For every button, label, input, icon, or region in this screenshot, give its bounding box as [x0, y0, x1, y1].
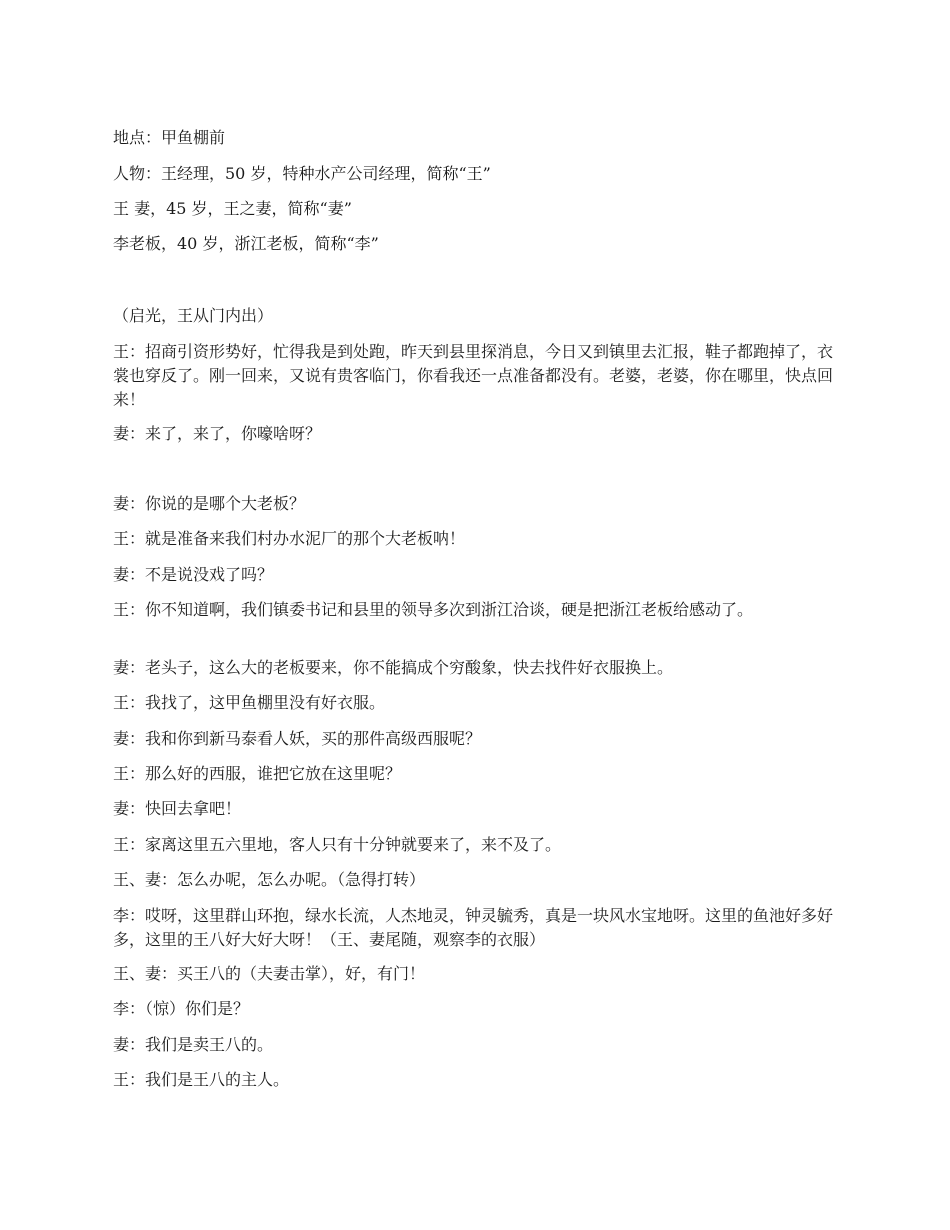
- stage-direction: （启光，王从门内出）: [113, 306, 274, 325]
- character-line: 王 妻，45 岁，王之妻，简称“妻”: [113, 199, 352, 218]
- dialogue-line: 王、妻：买王八的（夫妻击掌），好，有门！: [113, 964, 426, 983]
- dialogue-line: 妻：来了，来了，你嚎啥呀？: [113, 424, 322, 443]
- dialogue-line: 王、妻：怎么办呢，怎么办呢。（急得打转）: [113, 870, 426, 889]
- dialogue-line: 王：我们是王八的主人。: [113, 1070, 290, 1089]
- dialogue-line: 王：就是准备来我们村办水泥厂的那个大老板呐！: [113, 529, 466, 548]
- dialogue-line: 王：那么好的西服，谁把它放在这里呢？: [113, 764, 402, 783]
- dialogue-line: 妻：我和你到新马泰看人妖，买的那件高级西服呢？: [113, 729, 482, 748]
- dialogue-line: 王：招商引资形势好，忙得我是到处跑，昨天到县里探消息，今日又到镇里去汇报，鞋子都跑掉了，衣裳也穿反了。刚一回来，又说有贵客临门，你看我还一点准备都没有。老婆，老婆，你在哪里，快点回来！: [113, 342, 834, 409]
- dialogue-line: 妻：老头子，这么大的老板要来，你不能搞成个穷酸象，快去找件好衣服换上。: [113, 658, 674, 677]
- dialogue-line: 妻：我们是卖王八的。: [113, 1035, 274, 1054]
- dialogue-line: 妻：不是说没戏了吗？: [113, 565, 274, 584]
- dialogue-line: 王：我找了，这甲鱼棚里没有好衣服。: [113, 693, 386, 712]
- dialogue-line: 妻：快回去拿吧！: [113, 799, 242, 818]
- place-line: 地点：甲鱼棚前: [113, 128, 226, 147]
- character-line: 李老板，40 岁，浙江老板，简称“李”: [113, 234, 379, 253]
- dialogue-line: 王：家离这里五六里地，客人只有十分钟就要来了，来不及了。: [113, 835, 562, 854]
- dialogue-line: 王：你不知道啊，我们镇委书记和县里的领导多次到浙江洽谈，硬是把浙江老板给感动了。: [113, 600, 754, 619]
- character-line: 人物：王经理，50 岁，特种水产公司经理，简称“王”: [113, 164, 491, 183]
- dialogue-line: 李：（惊）你们是？: [113, 999, 250, 1018]
- dialogue-line: 妻：你说的是哪个大老板？: [113, 494, 306, 513]
- dialogue-line: 李：哎呀，这里群山环抱，绿水长流，人杰地灵，钟灵毓秀，真是一块风水宝地呀。这里的鱼池好多好多，这里的王八好大好大呀！（王、妻尾随，观察李的衣服）: [113, 906, 834, 949]
